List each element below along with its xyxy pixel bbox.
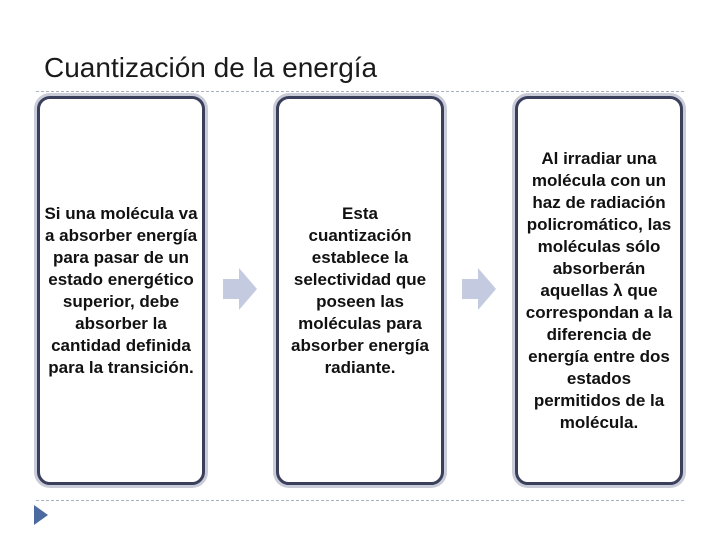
slide-title: Cuantización de la energía xyxy=(44,52,378,83)
top-divider xyxy=(36,91,684,92)
right-arrow-icon xyxy=(462,268,496,310)
bottom-divider xyxy=(36,500,684,501)
process-step-card-3 xyxy=(515,96,683,485)
triangle-right-icon[interactable] xyxy=(34,505,48,525)
process-step-card-2 xyxy=(276,96,444,485)
process-step-text-2: Esta cuantización establece la selectividad que poseen las moléculas para absorber energía radiante. xyxy=(291,203,429,377)
process-step-card-1 xyxy=(37,96,205,485)
process-step-text-3: Al irradiar una molécula con un haz de radiación policromático, las moléculas sólo absorberán aquellas λ que correspondan a la diferencia de energía entre dos estados permitidos de la molécula. xyxy=(525,148,673,432)
right-arrow-icon xyxy=(223,268,257,310)
process-step-text-1: Si una molécula va a absorber energía para pasar de un estado energético superior, debe absorber la cantidad definida para la transición. xyxy=(44,203,198,377)
